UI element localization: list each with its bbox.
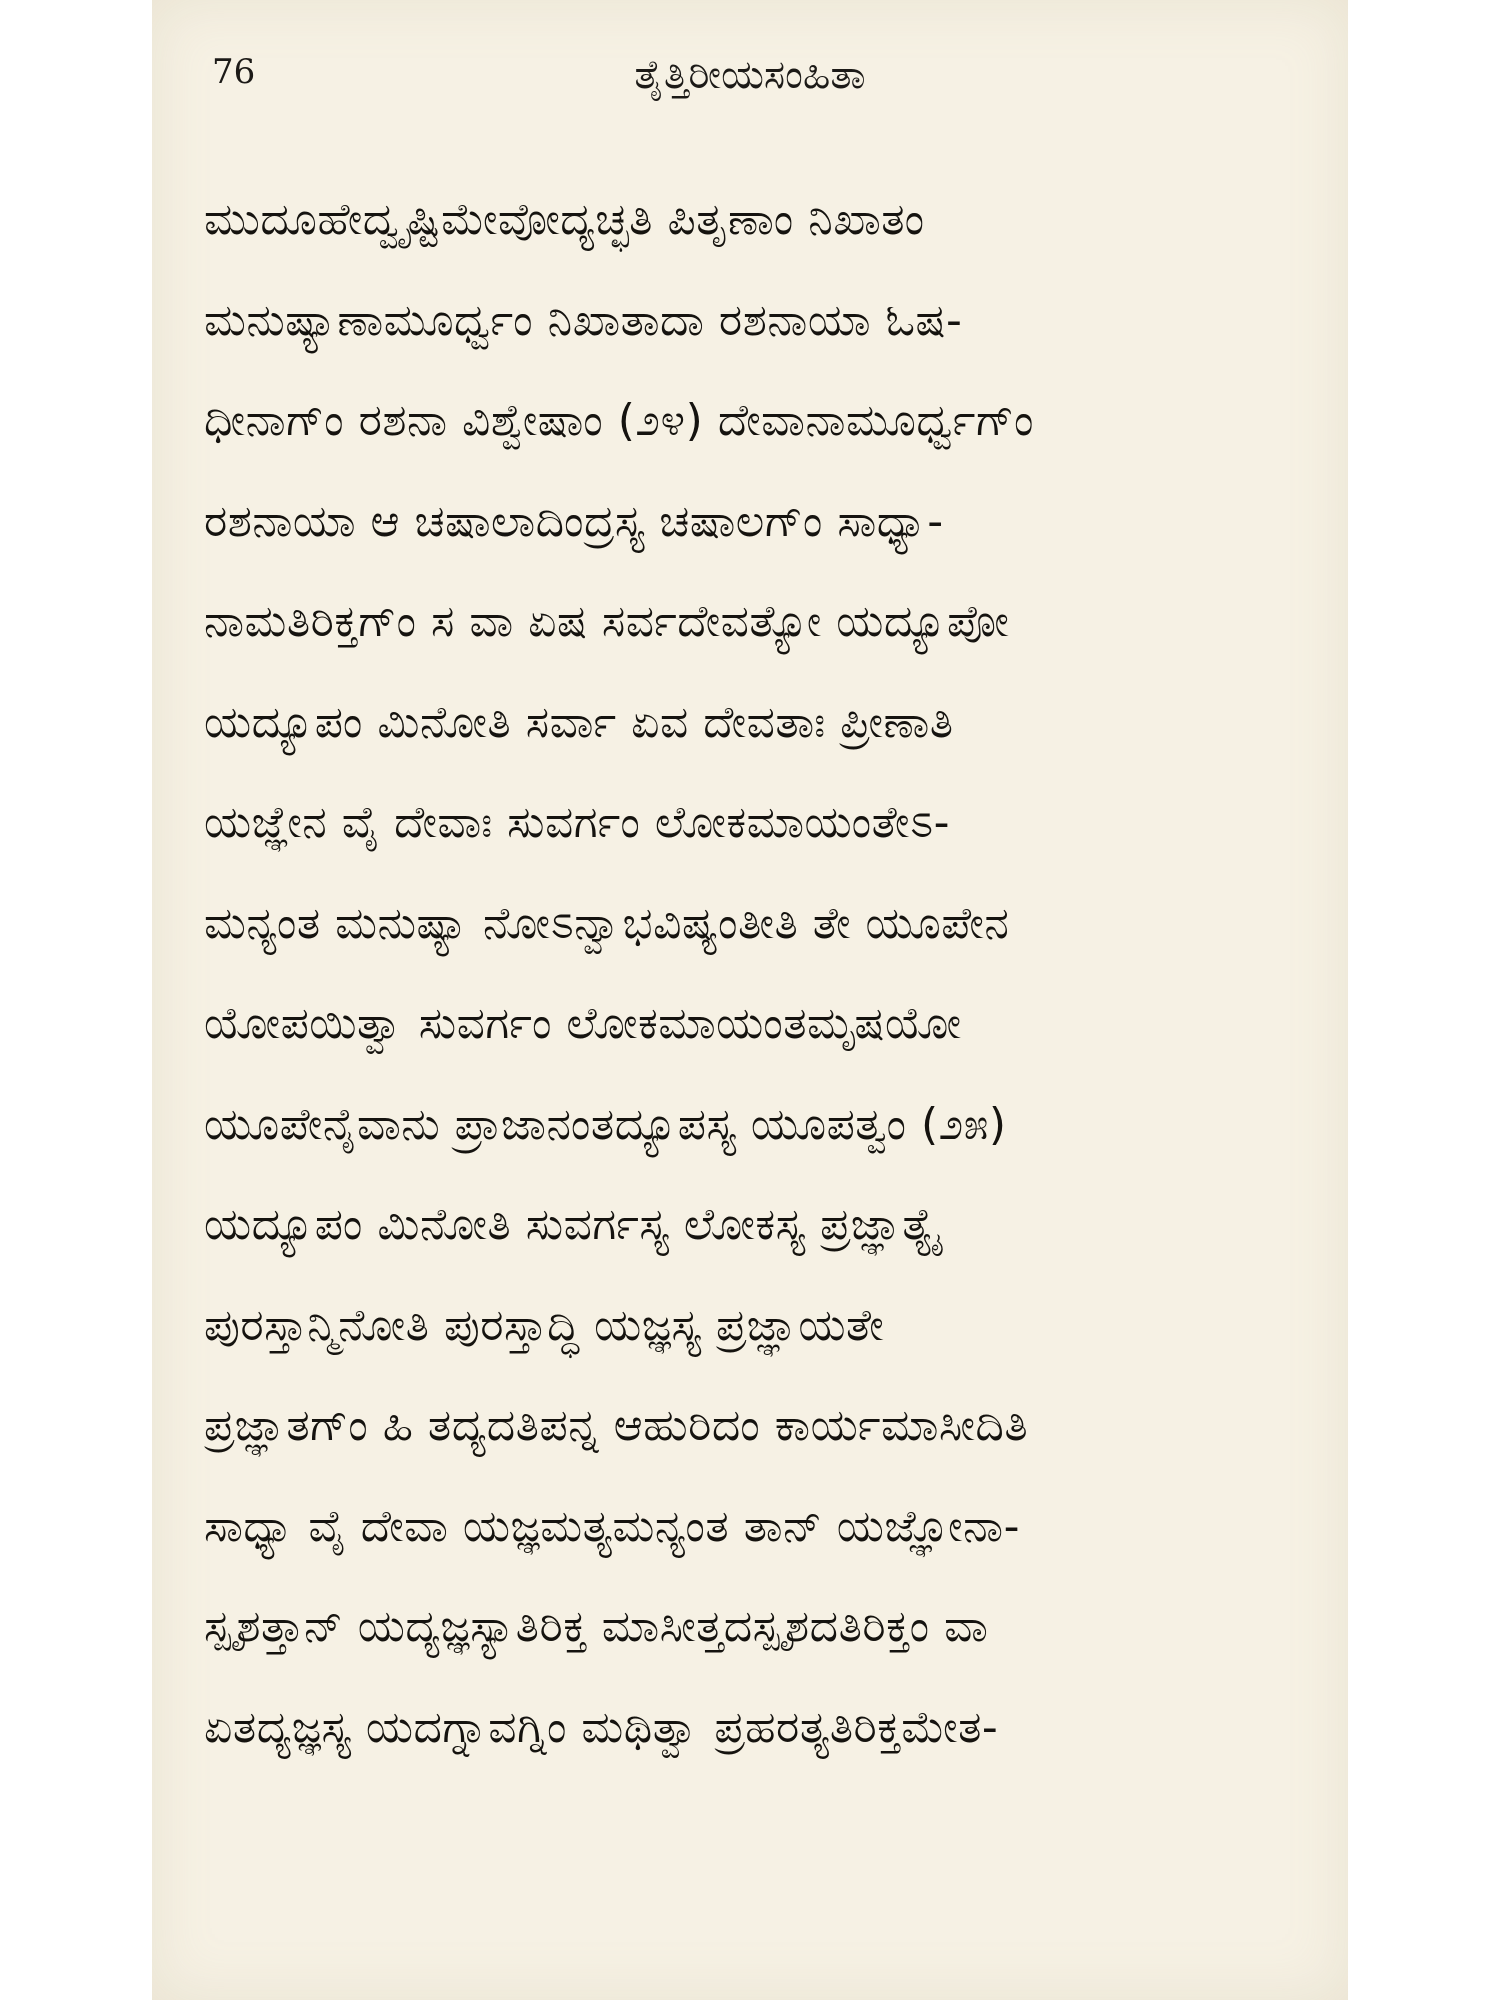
verse-line-text: ಸ್ಪೃಶತ್ತಾನ್ ಯದ್ಯಜ್ಞಸ್ಯಾತಿರಿಕ್ತ ಮಾಸೀತ್ತದಸ್ಪೃಶದತಿರಿಕ್ತಂ ವಾ xyxy=(204,1601,989,1653)
verse-line xyxy=(204,874,1308,975)
verse-line xyxy=(204,773,1308,874)
verse-line-text: ಸಾಧ್ಯಾ ವೈ ದೇವಾ ಯಜ್ಞಮತ್ಯಮನ್ಯಂತ ತಾನ್ ಯಜ್ಞೋನಾ- xyxy=(204,1500,1020,1552)
verse-line-text: ಮುದೂಹೇದ್ವೃಷ್ಟಿಮೇವೋದ್ಯಚ್ಛತಿ ಪಿತೃಣಾಂ ನಿಖಾತಂ xyxy=(204,194,925,246)
verse-line-text: ಯೋಪಯಿತ್ವಾ ಸುವರ್ಗಂ ಲೋಕಮಾಯಂತಮೃಷಯೋ xyxy=(204,998,962,1050)
page-number: 76 xyxy=(212,52,256,92)
verse-line xyxy=(204,974,1308,1075)
verse-line xyxy=(204,572,1308,673)
verse-line-text: ಮನ್ಯಂತ ಮನುಷ್ಯಾ ನೋಽನ್ವಾಭವಿಷ್ಯಂತೀತಿ ತೇ ಯೂಪೇನ xyxy=(204,897,1010,949)
verse-line-text: ಧೀನಾಗ್ಂ ರಶನಾ ವಿಶ್ವೇಷಾಂ (೨೪) ದೇವಾನಾಮೂರ್ಧ್ವಗ್ಂ xyxy=(204,395,1035,447)
verse-text-block xyxy=(204,170,1308,1778)
verse-line-text: ಯಜ್ಞೇನ ವೈ ದೇವಾಃ ಸುವರ್ಗಂ ಲೋಕಮಾಯಂತೇಽ- xyxy=(204,797,951,849)
verse-line-text: ಯದ್ಯೂಪಂ ಮಿನೋತಿ ಸುವರ್ಗಸ್ಯ ಲೋಕಸ್ಯ ಪ್ರಜ್ಞಾತ್ಯೈ xyxy=(204,1199,942,1251)
running-title: ತೈತ್ತಿರೀಯಸಂಹಿತಾ xyxy=(634,52,866,98)
verse-line-text: ಏತದ್ಯಜ್ಞಸ್ಯ ಯದಗ್ನಾವಗ್ನಿಂ ಮಥಿತ್ವಾ ಪ್ರಹರತ್ಯತಿರಿಕ್ತಮೇತ- xyxy=(204,1701,999,1753)
verse-line xyxy=(204,1477,1308,1578)
verse-line-text: ಪ್ರಜ್ಞಾತಗ್ಂ ಹಿ ತದ್ಯದತಿಪನ್ನ ಆಹುರಿದಂ ಕಾರ್ಯಮಾಸೀದಿತಿ xyxy=(204,1400,1029,1452)
verse-line-text: ಪುರಸ್ತಾನ್ಮಿನೋತಿ ಪುರಸ್ತಾದ್ಧಿ ಯಜ್ಞಸ್ಯ ಪ್ರಜ್ಞಾಯತೇ xyxy=(204,1299,885,1351)
verse-line-text: ಮನುಷ್ಯಾಣಾಮೂರ್ಧ್ವಂ ನಿಖಾತಾದಾ ರಶನಾಯಾ ಓಷ- xyxy=(204,294,963,346)
verse-line xyxy=(204,1577,1308,1678)
verse-line xyxy=(204,1075,1308,1176)
verse-line xyxy=(204,371,1308,472)
verse-line xyxy=(204,271,1308,372)
verse-line xyxy=(204,1678,1308,1779)
verse-line xyxy=(204,472,1308,573)
verse-line-text: ಯದ್ಯೂಪಂ ಮಿನೋತಿ ಸರ್ವಾ ಏವ ದೇವತಾಃ ಪ್ರೀಣಾತಿ xyxy=(204,696,954,748)
verse-line-text: ಯೂಪೇನೈವಾನು ಪ್ರಾಜಾನಂತದ್ಯೂಪಸ್ಯ ಯೂಪತ್ವಂ (೨೫) xyxy=(204,1098,1007,1150)
verse-line xyxy=(204,673,1308,774)
verse-line xyxy=(204,1175,1308,1276)
verse-line xyxy=(204,170,1308,271)
book-page xyxy=(152,0,1348,2000)
verse-line xyxy=(204,1276,1308,1377)
verse-line-text: ನಾಮತಿರಿಕ್ತಗ್ಂ ಸ ವಾ ಏಷ ಸರ್ವದೇವತ್ಯೋ ಯದ್ಯೂಪೋ xyxy=(204,596,1010,648)
verse-line xyxy=(204,1376,1308,1477)
page-header xyxy=(212,52,1288,112)
verse-line-text: ರಶನಾಯಾ ಆ ಚಷಾಲಾದಿಂದ್ರಸ್ಯ ಚಷಾಲಗ್ಂ ಸಾಧ್ಯಾ- xyxy=(204,495,944,547)
